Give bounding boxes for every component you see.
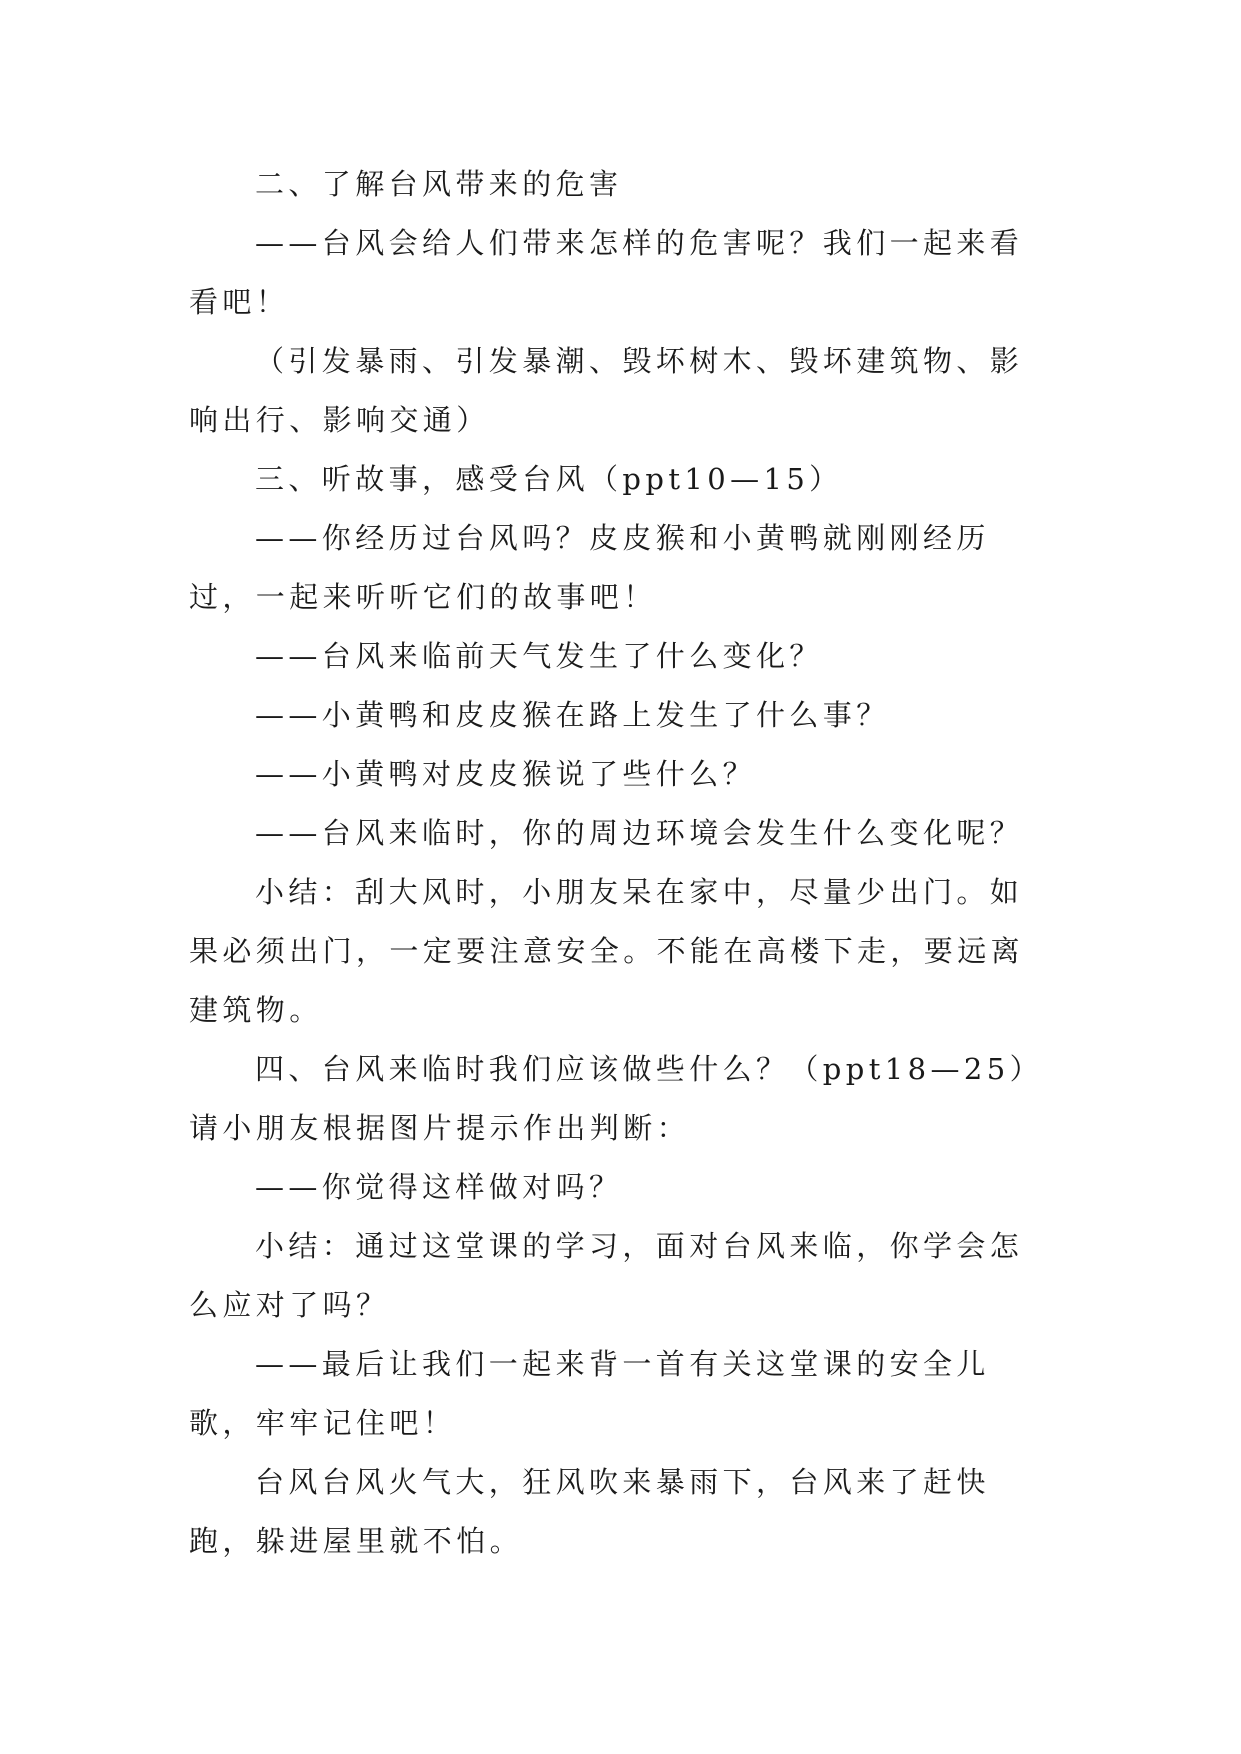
summary-paragraph: 小结：通过这堂课的学习，面对台风来临，你学会怎么应对了吗？ <box>189 1229 1024 1322</box>
safety-rhyme-paragraph: 台风台风火气大，狂风吹来暴雨下，台风来了赶快跑，躲进屋里就不怕。 <box>189 1465 990 1558</box>
question-paragraph: ——台风会给人们带来怎样的危害呢？我们一起来看看吧！ <box>189 226 1024 319</box>
hazards-list-paragraph: （引发暴雨、引发暴潮、毁坏树木、毁坏建筑物、影响出行、影响交通） <box>189 344 1024 437</box>
section-heading-4: 四、台风来临时我们应该做些什么？（ppt18—25）请小朋友根据图片提示作出判断： <box>189 1052 1043 1145</box>
question-paragraph: ——小黄鸭和皮皮猴在路上发生了什么事？ <box>255 698 890 732</box>
summary-paragraph: 小结：刮大风时，小朋友呆在家中，尽量少出门。如果必须出门，一定要注意安全。不能在高楼下走，要远离建筑物。 <box>189 875 1025 1027</box>
document-body <box>189 155 1051 1571</box>
question-paragraph: ——你觉得这样做对吗？ <box>255 1170 623 1204</box>
question-paragraph: ——你经历过台风吗？皮皮猴和小黄鸭就刚刚经历过，一起来听听它们的故事吧！ <box>189 521 990 614</box>
question-paragraph: ——台风来临前天气发生了什么变化？ <box>255 639 823 673</box>
question-paragraph: ——小黄鸭对皮皮猴说了些什么？ <box>255 757 757 791</box>
section-heading-3: 三、听故事，感受台风（ppt10—15） <box>255 462 843 496</box>
question-paragraph: ——台风来临时，你的周边环境会发生什么变化呢？ <box>255 816 1024 850</box>
question-paragraph: ——最后让我们一起来背一首有关这堂课的安全儿歌，牢牢记住吧！ <box>189 1347 990 1440</box>
section-heading-2: 二、了解台风带来的危害 <box>255 167 623 201</box>
